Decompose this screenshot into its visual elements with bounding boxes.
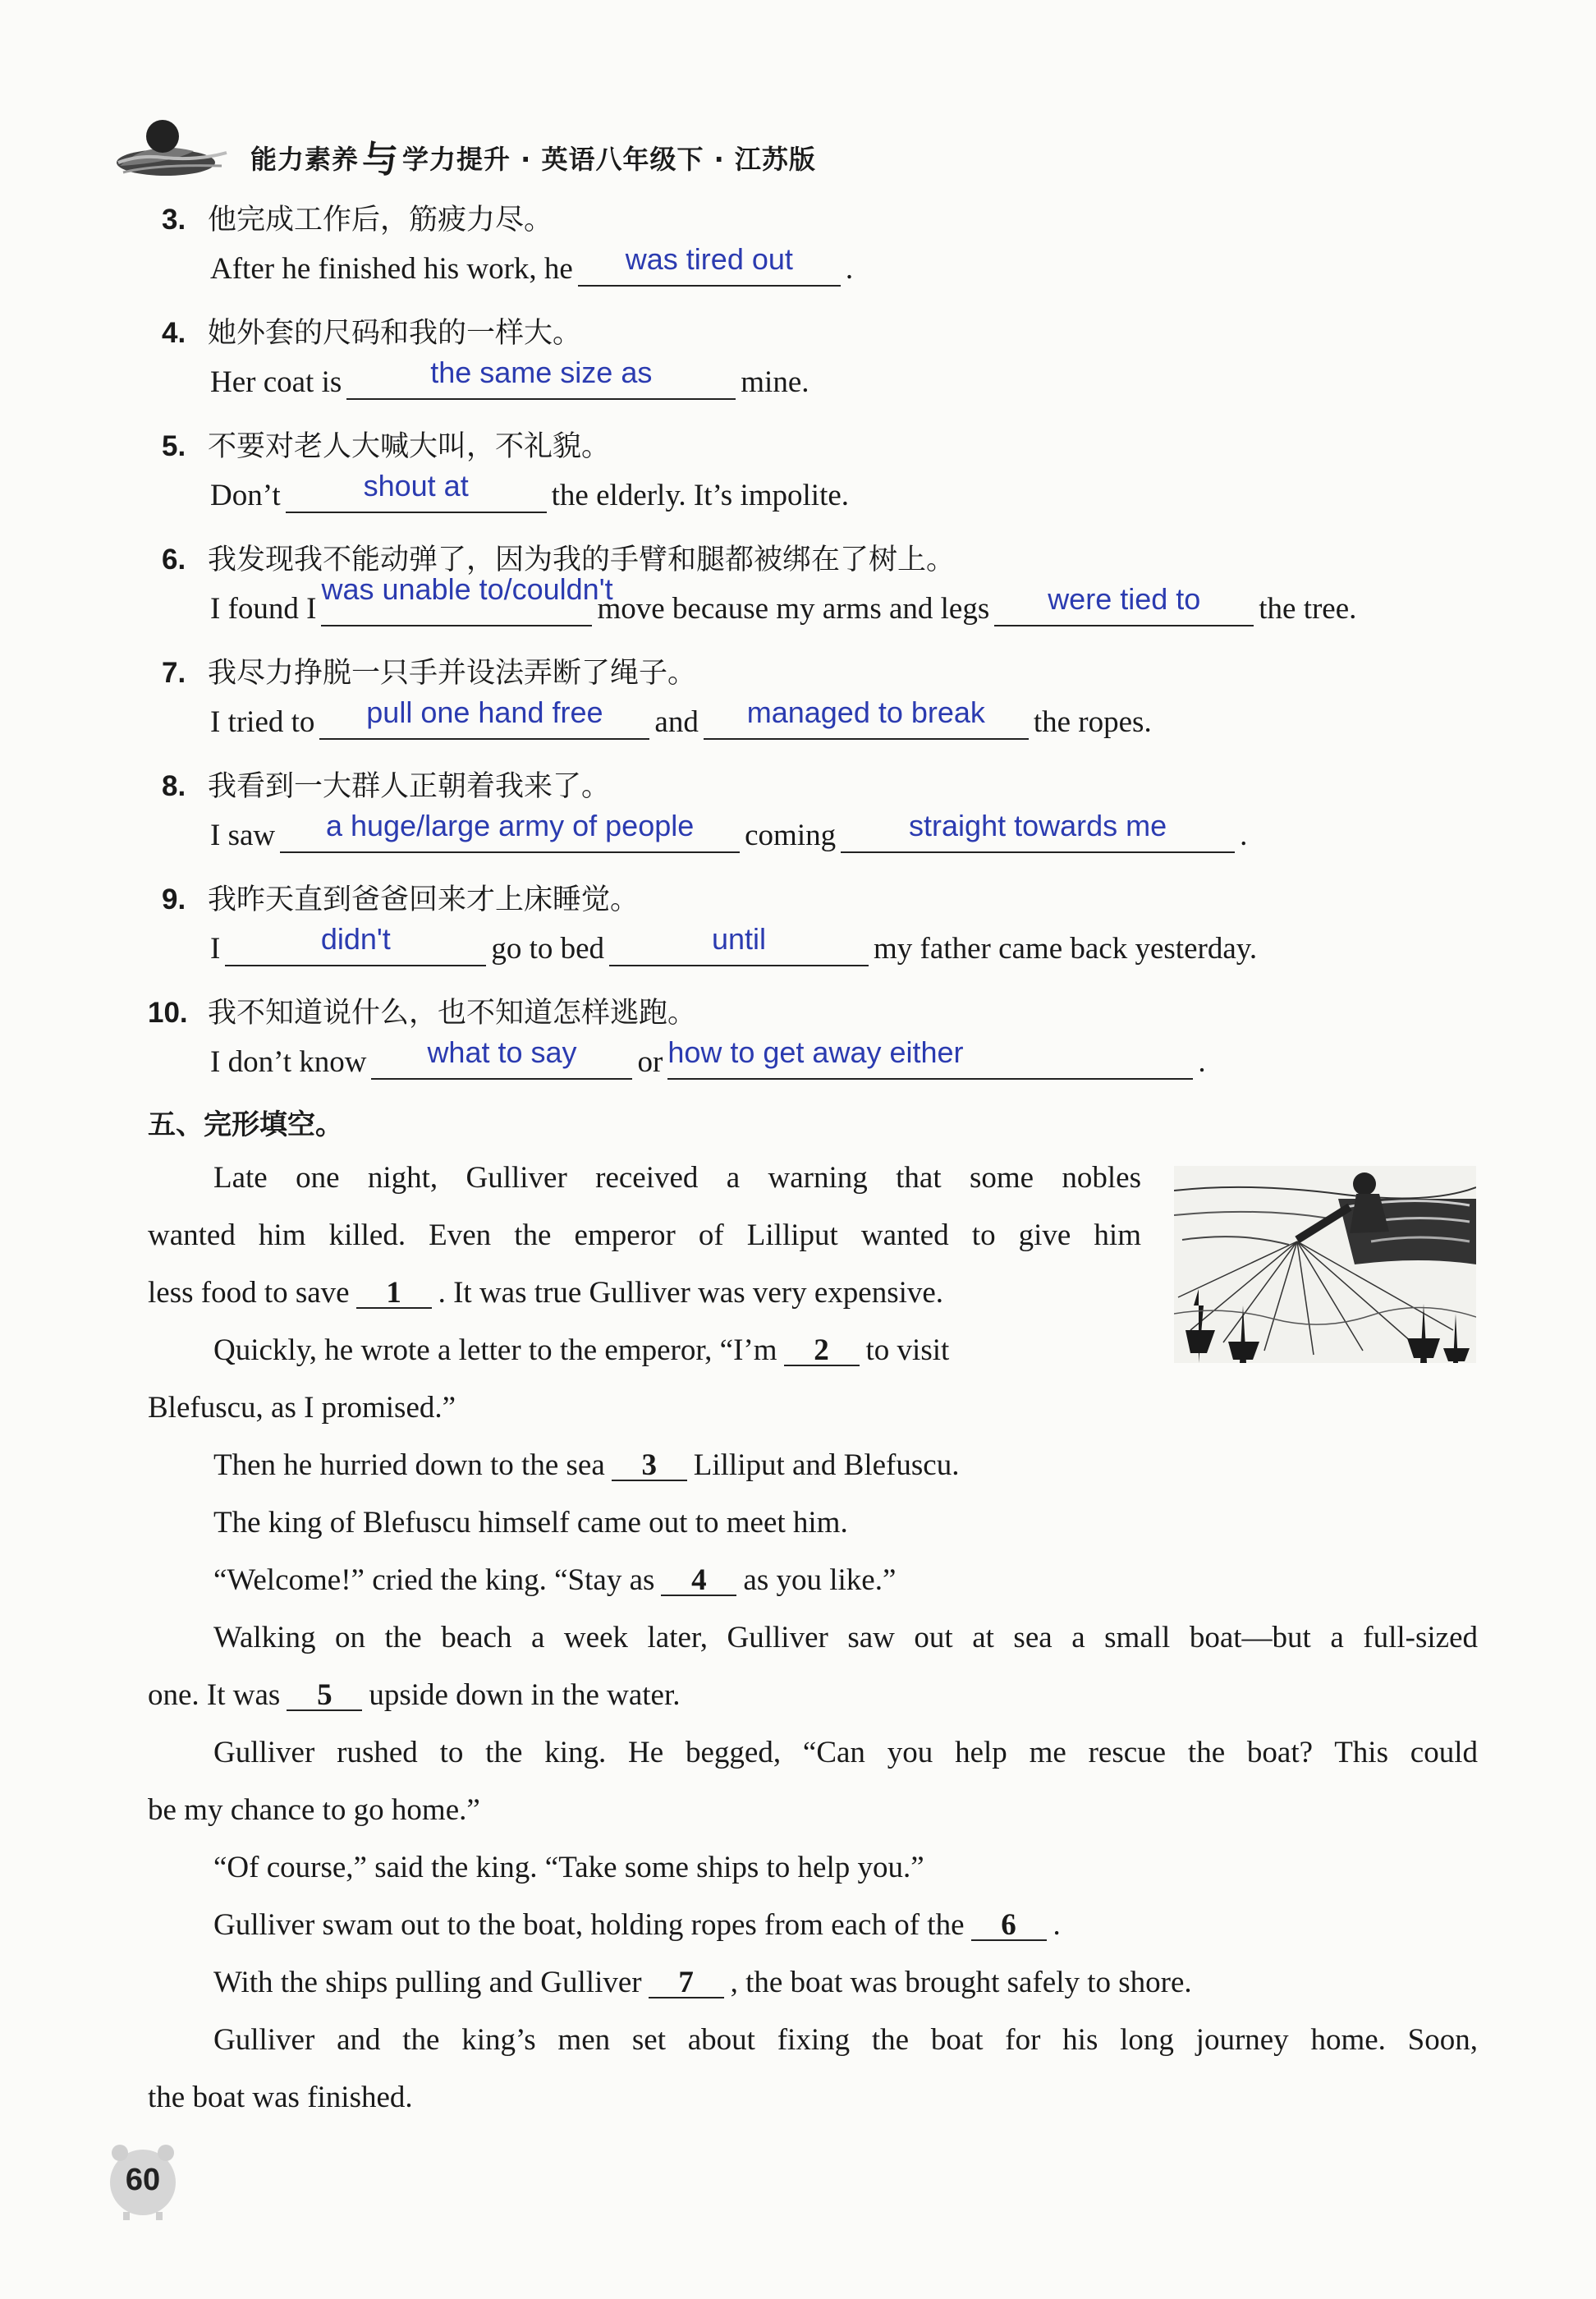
answer-blank[interactable]: pull one hand free: [319, 705, 649, 740]
answer-blank[interactable]: what to say: [371, 1045, 632, 1080]
gulliver-pulling-boat-illustration: [1174, 1166, 1476, 1363]
cloze-blank-7[interactable]: 7: [649, 1969, 724, 1998]
cloze-paragraph-2: Blefuscu, as I promised.” Then he hurried down to the sea 3 Lilliput and Blefuscu. The king of Blefuscu himself came out to meet him. “Welcome!” cried the king. “Stay as 4 as you like.” Walking on the beach a week later, Gulliver saw out at sea a small boat—but a full-sized one. It was 5 upside down in the water. Gulliver rushed to the king. He begged, “Can you help me rescue the boat? This could be my chance to go home.” “Of course,” said the king. “Take some ships to help you.” Gulliver swam out to the boat, holding ropes from each of the 6 . With the ships pulling and Gulliver 7 , the boat was brought safely to shore. Gulliver and the king’s men set about fixing the boat for his long journey home. Soon, the boat was finished.: [148, 1391, 1478, 2114]
answer-blank[interactable]: managed to break: [704, 705, 1029, 740]
answer-blank[interactable]: straight towards me: [841, 819, 1235, 853]
answer-blank[interactable]: didn't: [225, 932, 486, 966]
cloze-blank-6[interactable]: 6: [971, 1911, 1047, 1941]
cloze-blank-5[interactable]: 5: [287, 1682, 362, 1711]
cloze-blank-3[interactable]: 3: [612, 1452, 687, 1481]
cloze-blank-2[interactable]: 2: [784, 1337, 860, 1366]
answer-blank[interactable]: a huge/large army of people: [280, 819, 740, 853]
book-logo-icon: [115, 115, 230, 181]
answer-blank[interactable]: shout at: [286, 479, 547, 513]
cloze-blank-1[interactable]: 1: [356, 1279, 432, 1309]
answer-blank[interactable]: was unable to/couldn't: [321, 592, 592, 626]
answer-blank[interactable]: until: [609, 932, 869, 966]
header-title: 能力素养与 学力提升 · 英语八年级下 · 江苏版: [250, 139, 816, 181]
answer-blank[interactable]: the same size as: [346, 365, 736, 400]
cloze-paragraph-1: Late one night, Gulliver received a warning that some nobles wanted him killed. Even the emperor of Lilliput wanted to give him less food to save 1 . It was true Gulliver was very expensive. Quickly, he wrote a letter to the emperor, “I’m 2 to visit: [148, 1161, 1141, 1367]
page-header: [115, 115, 1543, 181]
section-title: 五、完形填空。: [148, 1108, 343, 1141]
answer-blank[interactable]: how to get away either: [667, 1045, 1193, 1080]
answer-blank[interactable]: were tied to: [994, 592, 1254, 626]
cloze-blank-4[interactable]: 4: [661, 1567, 736, 1596]
answer-blank[interactable]: was tired out: [578, 252, 841, 287]
page-number: 60: [102, 2140, 184, 2222]
